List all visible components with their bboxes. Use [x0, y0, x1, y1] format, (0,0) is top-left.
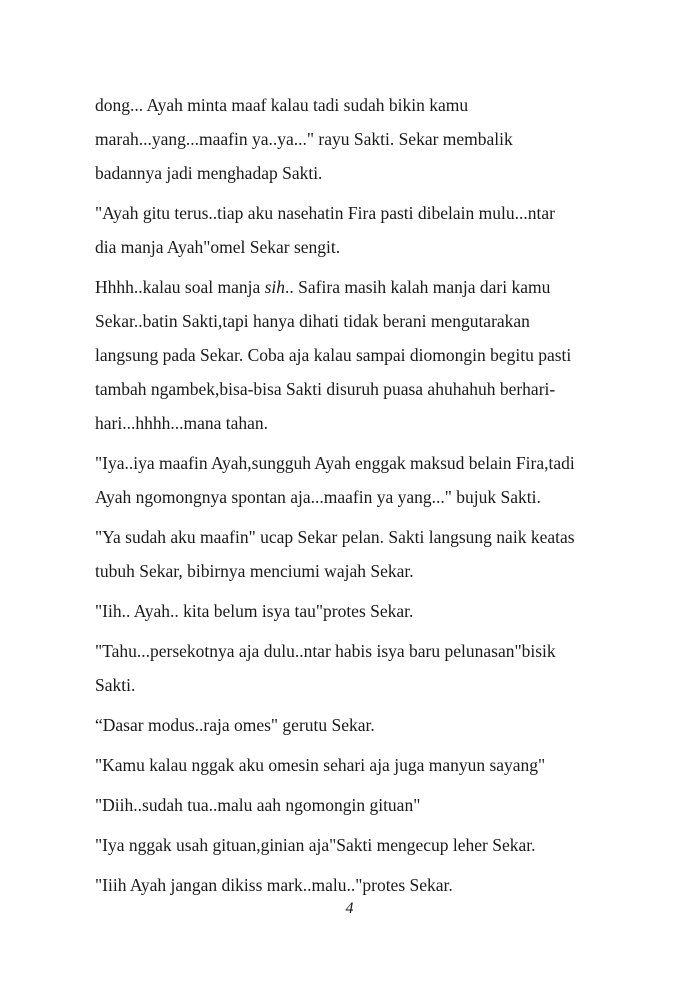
- page-number: 4: [345, 900, 354, 917]
- body-text: [95, 88, 615, 908]
- text-line: Sakti.: [95, 675, 136, 695]
- paragraph: [95, 446, 615, 514]
- text-line: “Dasar modus..raja omes" gerutu Sekar.: [95, 715, 375, 735]
- text-line: hari...hhhh...mana tahan.: [95, 413, 269, 433]
- text-line: tambah ngambek,bisa-bisa Sakti disuruh puasa ahuhahuh berhari-: [95, 379, 556, 399]
- text-line: dia manja Ayah"omel Sekar sengit.: [95, 237, 341, 257]
- paragraph: [95, 788, 615, 822]
- paragraph: [95, 828, 615, 862]
- text-line: "Tahu...persekotnya aja dulu..ntar habis isya baru pelunasan"bisik: [95, 641, 556, 661]
- text-line: tubuh Sekar, bibirnya menciumi wajah Sekar.: [95, 561, 414, 581]
- text-line: "Iya..iya maafin Ayah,sungguh Ayah enggak maksud belain Fira,tadi: [95, 453, 575, 473]
- text-line: "Iya nggak usah gituan,ginian aja"Sakti mengecup leher Sekar.: [95, 835, 536, 855]
- text-line: badannya jadi menghadap Sakti.: [95, 163, 323, 183]
- text-line: Ayah ngomongnya spontan aja...maafin ya yang..." bujuk Sakti.: [95, 487, 541, 507]
- paragraph: [95, 88, 615, 190]
- text-line: "Kamu kalau nggak aku omesin sehari aja juga manyun sayang": [95, 755, 546, 775]
- text-line: "Diih..sudah tua..malu aah ngomongin gituan": [95, 795, 421, 815]
- text-line: "Iiih Ayah jangan dikiss mark..malu.."protes Sekar.: [95, 875, 453, 895]
- paragraph: [95, 270, 615, 440]
- paragraph: [95, 594, 615, 628]
- paragraph: [95, 196, 615, 264]
- text-line: "Ya sudah aku maafin" ucap Sekar pelan. Sakti langsung naik keatas: [95, 527, 575, 547]
- text-line: "Iih.. Ayah.. kita belum isya tau"protes Sekar.: [95, 601, 414, 621]
- paragraph: [95, 748, 615, 782]
- text-line: "Ayah gitu terus..tiap aku nasehatin Fira pasti dibelain mulu...ntar: [95, 203, 555, 223]
- paragraph: [95, 868, 615, 902]
- emphasis: sih: [264, 277, 286, 297]
- text-line: Sekar..batin Sakti,tapi hanya dihati tidak berani mengutarakan: [95, 311, 530, 331]
- text-line: marah...yang...maafin ya..ya..." rayu Sakti. Sekar membalik: [95, 129, 513, 149]
- paragraph: [95, 520, 615, 588]
- paragraph: [95, 634, 615, 702]
- text-line: langsung pada Sekar. Coba aja kalau sampai diomongin begitu pasti: [95, 345, 572, 365]
- text-line: Hhhh..kalau soal manja sih.. Safira masih kalah manja dari kamu: [95, 277, 551, 297]
- paragraph: [95, 708, 615, 742]
- text-line: dong... Ayah minta maaf kalau tadi sudah bikin kamu: [95, 95, 469, 115]
